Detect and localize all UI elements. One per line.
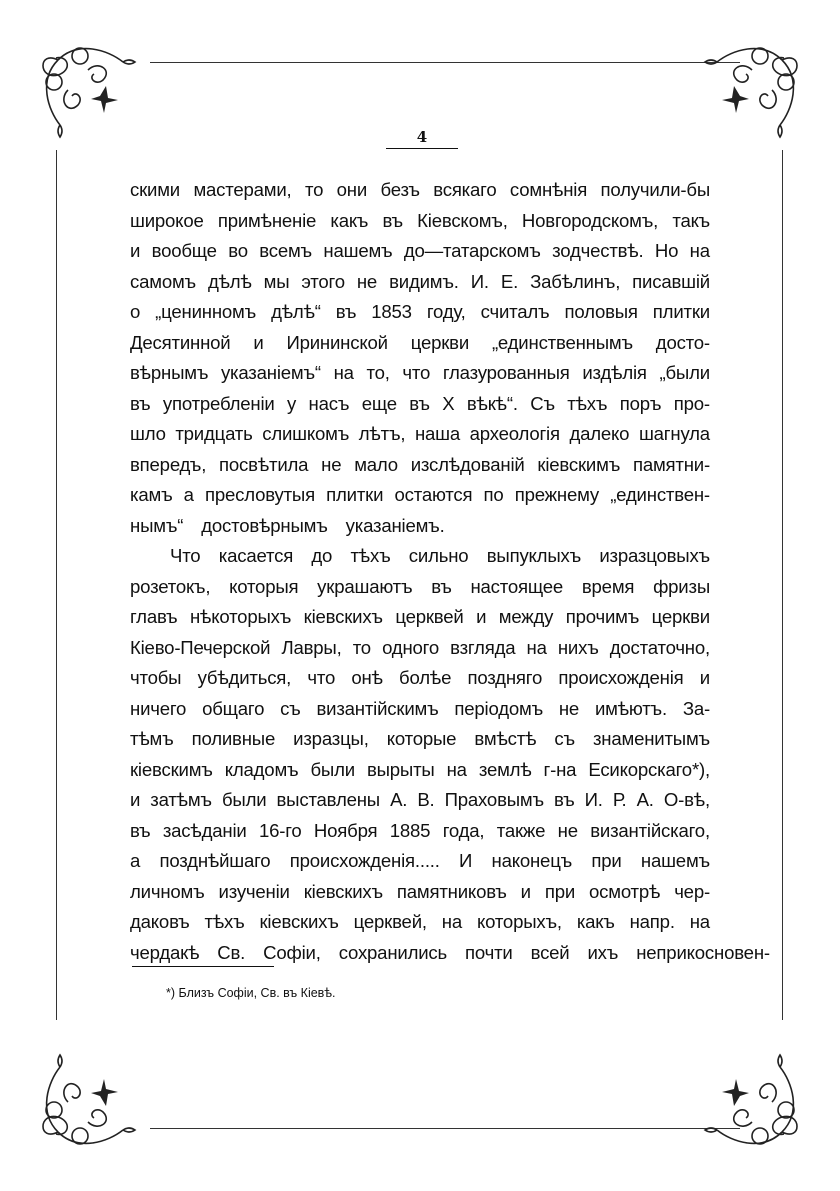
- text-line: вѣрнымъ указаніемъ“ на то, что глазурованныя издѣлія „были: [130, 362, 710, 383]
- footnote: *) Близъ Софіи, Св. въ Кіевѣ.: [166, 986, 336, 1000]
- frame-bottom-line: [150, 1128, 740, 1129]
- text-line: чердакѣ Св. Софіи, сохранились почти всей ихъ неприкосновен-: [130, 941, 770, 963]
- text-line: шло тридцать слишкомъ лѣтъ, наша археологія далеко шагнула: [130, 423, 710, 444]
- text-line: чтобы убѣдиться, что онѣ болѣе поздняго происхожденія и: [130, 667, 710, 688]
- text-line: ничего общаго съ византійскимъ періодомъ не имѣютъ. За-: [130, 697, 710, 719]
- ornament-bottom-right-icon: [702, 1052, 812, 1162]
- text-line: широкое примѣненіе какъ въ Кіевскомъ, Новгородскомъ, такъ: [130, 209, 710, 231]
- ornament-top-left-icon: [28, 30, 138, 140]
- frame-top-line: [150, 62, 740, 63]
- text-line: въ употребленіи у насъ еще въ Х вѣкѣ“. Съ тѣхъ поръ про-: [130, 392, 710, 414]
- footnote-rule: [132, 966, 274, 967]
- page-number-rule: [386, 148, 458, 149]
- text-line: впередъ, посвѣтила не мало изслѣдованій кіевскимъ памятни-: [130, 453, 710, 475]
- text-line: скими мастерами, то они безъ всякаго сомнѣнія получили-бы: [130, 179, 710, 200]
- text-line: Кіево-Печерской Лавры, то одного взгляда на нихъ достаточно,: [130, 636, 710, 658]
- ornament-top-right-icon: [702, 30, 812, 140]
- frame-right-line: [782, 150, 783, 1020]
- body-text: [130, 175, 770, 968]
- paragraph: [130, 175, 710, 541]
- text-line: камъ а пресловутыя плитки остаются по прежнему „единствен-: [130, 484, 710, 505]
- text-line: самомъ дѣлѣ мы этого не видимъ. И. Е. Забѣлинъ, писавшій: [130, 270, 710, 292]
- text-line: о „ценинномъ дѣлѣ“ въ 1853 году, считалъ половыя плитки: [130, 301, 710, 322]
- text-line: розетокъ, которыя украшаютъ въ настоящее время фризы: [130, 575, 710, 597]
- text-line: нымъ“ достовѣрнымъ указаніемъ.: [130, 514, 445, 536]
- text-line: Что касается до тѣхъ сильно выпуклыхъ изразцовыхъ: [170, 545, 710, 566]
- text-line: личномъ изученіи кіевскихъ памятниковъ и при осмотрѣ чер-: [130, 880, 710, 902]
- text-line: Десятинной и Ирининской церкви „единственнымъ досто-: [130, 331, 710, 353]
- text-line: а позднѣйшаго происхожденія..... И наконецъ при нашемъ: [130, 850, 710, 871]
- text-line: въ засѣданіи 16-го Ноября 1885 года, также не византійскаго,: [130, 819, 710, 841]
- ornament-bottom-left-icon: [28, 1052, 138, 1162]
- text-line: и вообще во всемъ нашемъ до—татарскомъ зодчествѣ. Но на: [130, 240, 710, 261]
- frame-left-line: [56, 150, 57, 1020]
- page-number: 4: [416, 128, 428, 146]
- text-line: и затѣмъ были выставлены А. В. Праховымъ въ И. Р. А. О-вѣ,: [130, 789, 710, 810]
- text-line: кіевскимъ кладомъ были вырыты на землѣ г-на Есикорскаго*),: [130, 758, 710, 780]
- text-line: главъ нѣкоторыхъ кіевскихъ церквей и между прочимъ церкви: [130, 606, 710, 627]
- paragraph: [130, 541, 770, 968]
- text-line: тѣмъ поливные изразцы, которые вмѣстѣ съ знаменитымъ: [130, 728, 710, 749]
- text-line: даковъ тѣхъ кіевскихъ церквей, на которыхъ, какъ напр. на: [130, 911, 710, 932]
